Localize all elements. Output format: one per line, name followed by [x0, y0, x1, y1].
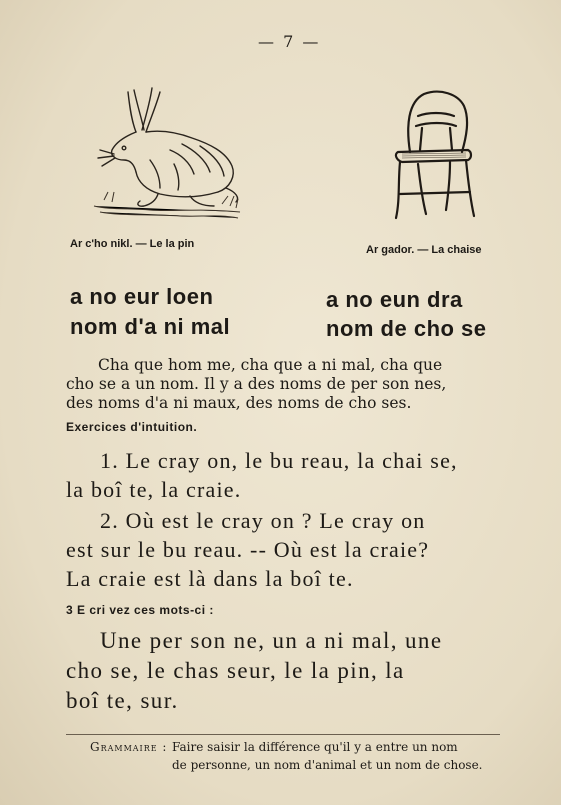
grammar-note-line: de personne, un nom d'animal et un nom de chose.	[172, 758, 483, 772]
chair-caption: Ar gador. — La chaise	[366, 244, 482, 256]
grammar-label: Grammaire :	[90, 740, 168, 754]
exercise-line: 1. Le cray on, le bu reau, la chai se,	[100, 448, 458, 473]
write-heading: 3 E cri vez ces mots-ci :	[66, 603, 214, 617]
chair-illustration	[388, 86, 478, 226]
animal-word-french: nom d'a ni mal	[70, 314, 231, 339]
paragraph-line: Cha que hom me, cha que a ni mal, cha que	[98, 356, 443, 374]
write-line: Une per son ne, un a ni mal, une	[100, 628, 443, 653]
grammar-note-line: Faire saisir la différence qu'il y a entre un nom	[172, 740, 458, 754]
write-line: cho se, le chas seur, le la pin, la	[66, 658, 405, 683]
write-line: boî te, sur.	[66, 688, 179, 713]
paragraph-line: des noms d'a ni maux, des noms de cho ses.	[66, 394, 412, 412]
thing-word-french: nom de cho se	[326, 316, 487, 341]
rabbit-caption: Ar c'ho nikl. — Le la pin	[70, 238, 195, 250]
page-number: — 7 —	[258, 32, 321, 51]
paragraph-line: cho se a un nom. Il y a des noms de per son nes,	[66, 375, 447, 393]
exercise-line: La craie est là dans la boî te.	[66, 566, 354, 591]
exercise-line: 2. Où est le cray on ? Le cray on	[100, 508, 426, 533]
animal-word-breton: a no eur loen	[70, 284, 214, 309]
exercise-heading: Exercices d'intuition.	[66, 420, 198, 434]
rabbit-illustration	[90, 80, 250, 230]
exercise-line: est sur le bu reau. -- Où est la craie?	[66, 537, 430, 562]
exercise-line: la boî te, la craie.	[66, 477, 242, 502]
divider	[66, 734, 500, 735]
thing-word-breton: a no eun dra	[326, 287, 463, 312]
